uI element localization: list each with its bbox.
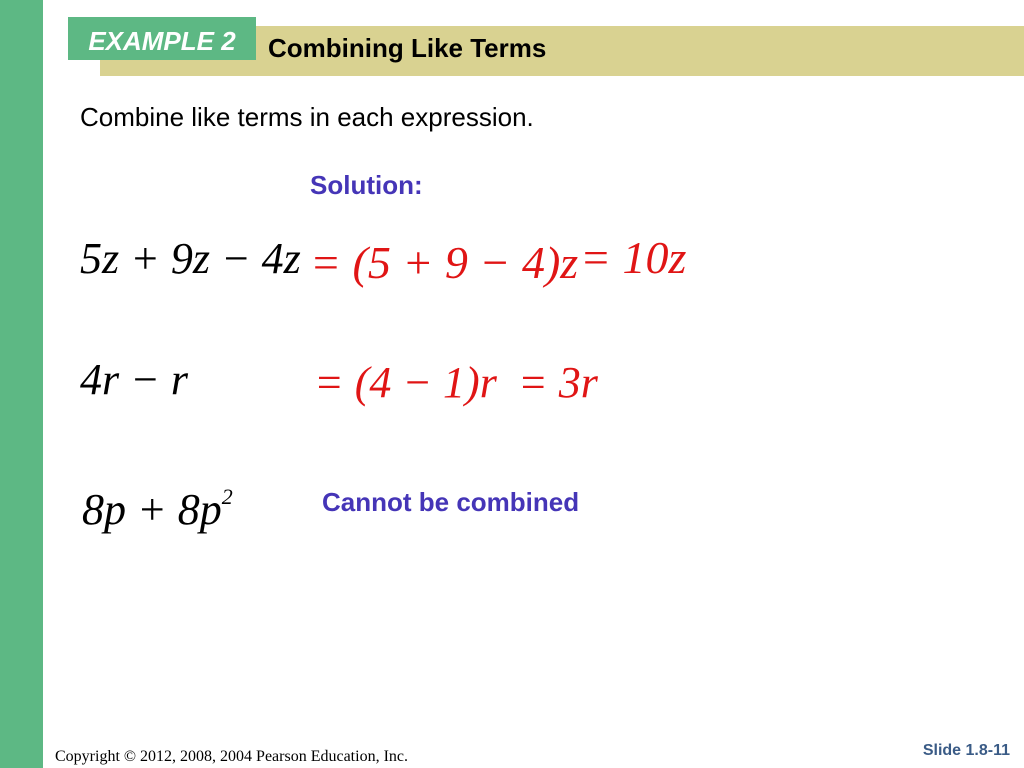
instruction-text: Combine like terms in each expression. <box>80 102 534 132</box>
solution-label: Solution: <box>310 170 423 200</box>
cannot-be-combined-note: Cannot be combined <box>322 487 580 517</box>
problem-2-step: = (4 − 1)r <box>314 358 497 407</box>
problem-1-result: = 10z <box>580 232 687 283</box>
problem-3-expression <box>82 484 233 535</box>
example-tab: EXAMPLE 2 <box>68 17 256 60</box>
problem-3-exponent: 2 <box>221 484 233 510</box>
problem-2-expression: 4r − r <box>80 355 188 404</box>
problem-1-expression: 5z + 9z − 4z <box>80 234 301 283</box>
left-accent-bar <box>0 0 43 768</box>
problem-3-expression-base: 8p + 8p <box>82 485 222 534</box>
problem-2-result: = 3r <box>518 358 598 407</box>
slide-number: Slide 1.8-11 <box>922 742 1010 759</box>
problem-1-step: = (5 + 9 − 4)z <box>310 237 579 288</box>
copyright-text: Copyright © 2012, 2008, 2004 Pearson Education, Inc. <box>55 748 408 765</box>
slide-title: Combining Like Terms <box>268 33 547 63</box>
